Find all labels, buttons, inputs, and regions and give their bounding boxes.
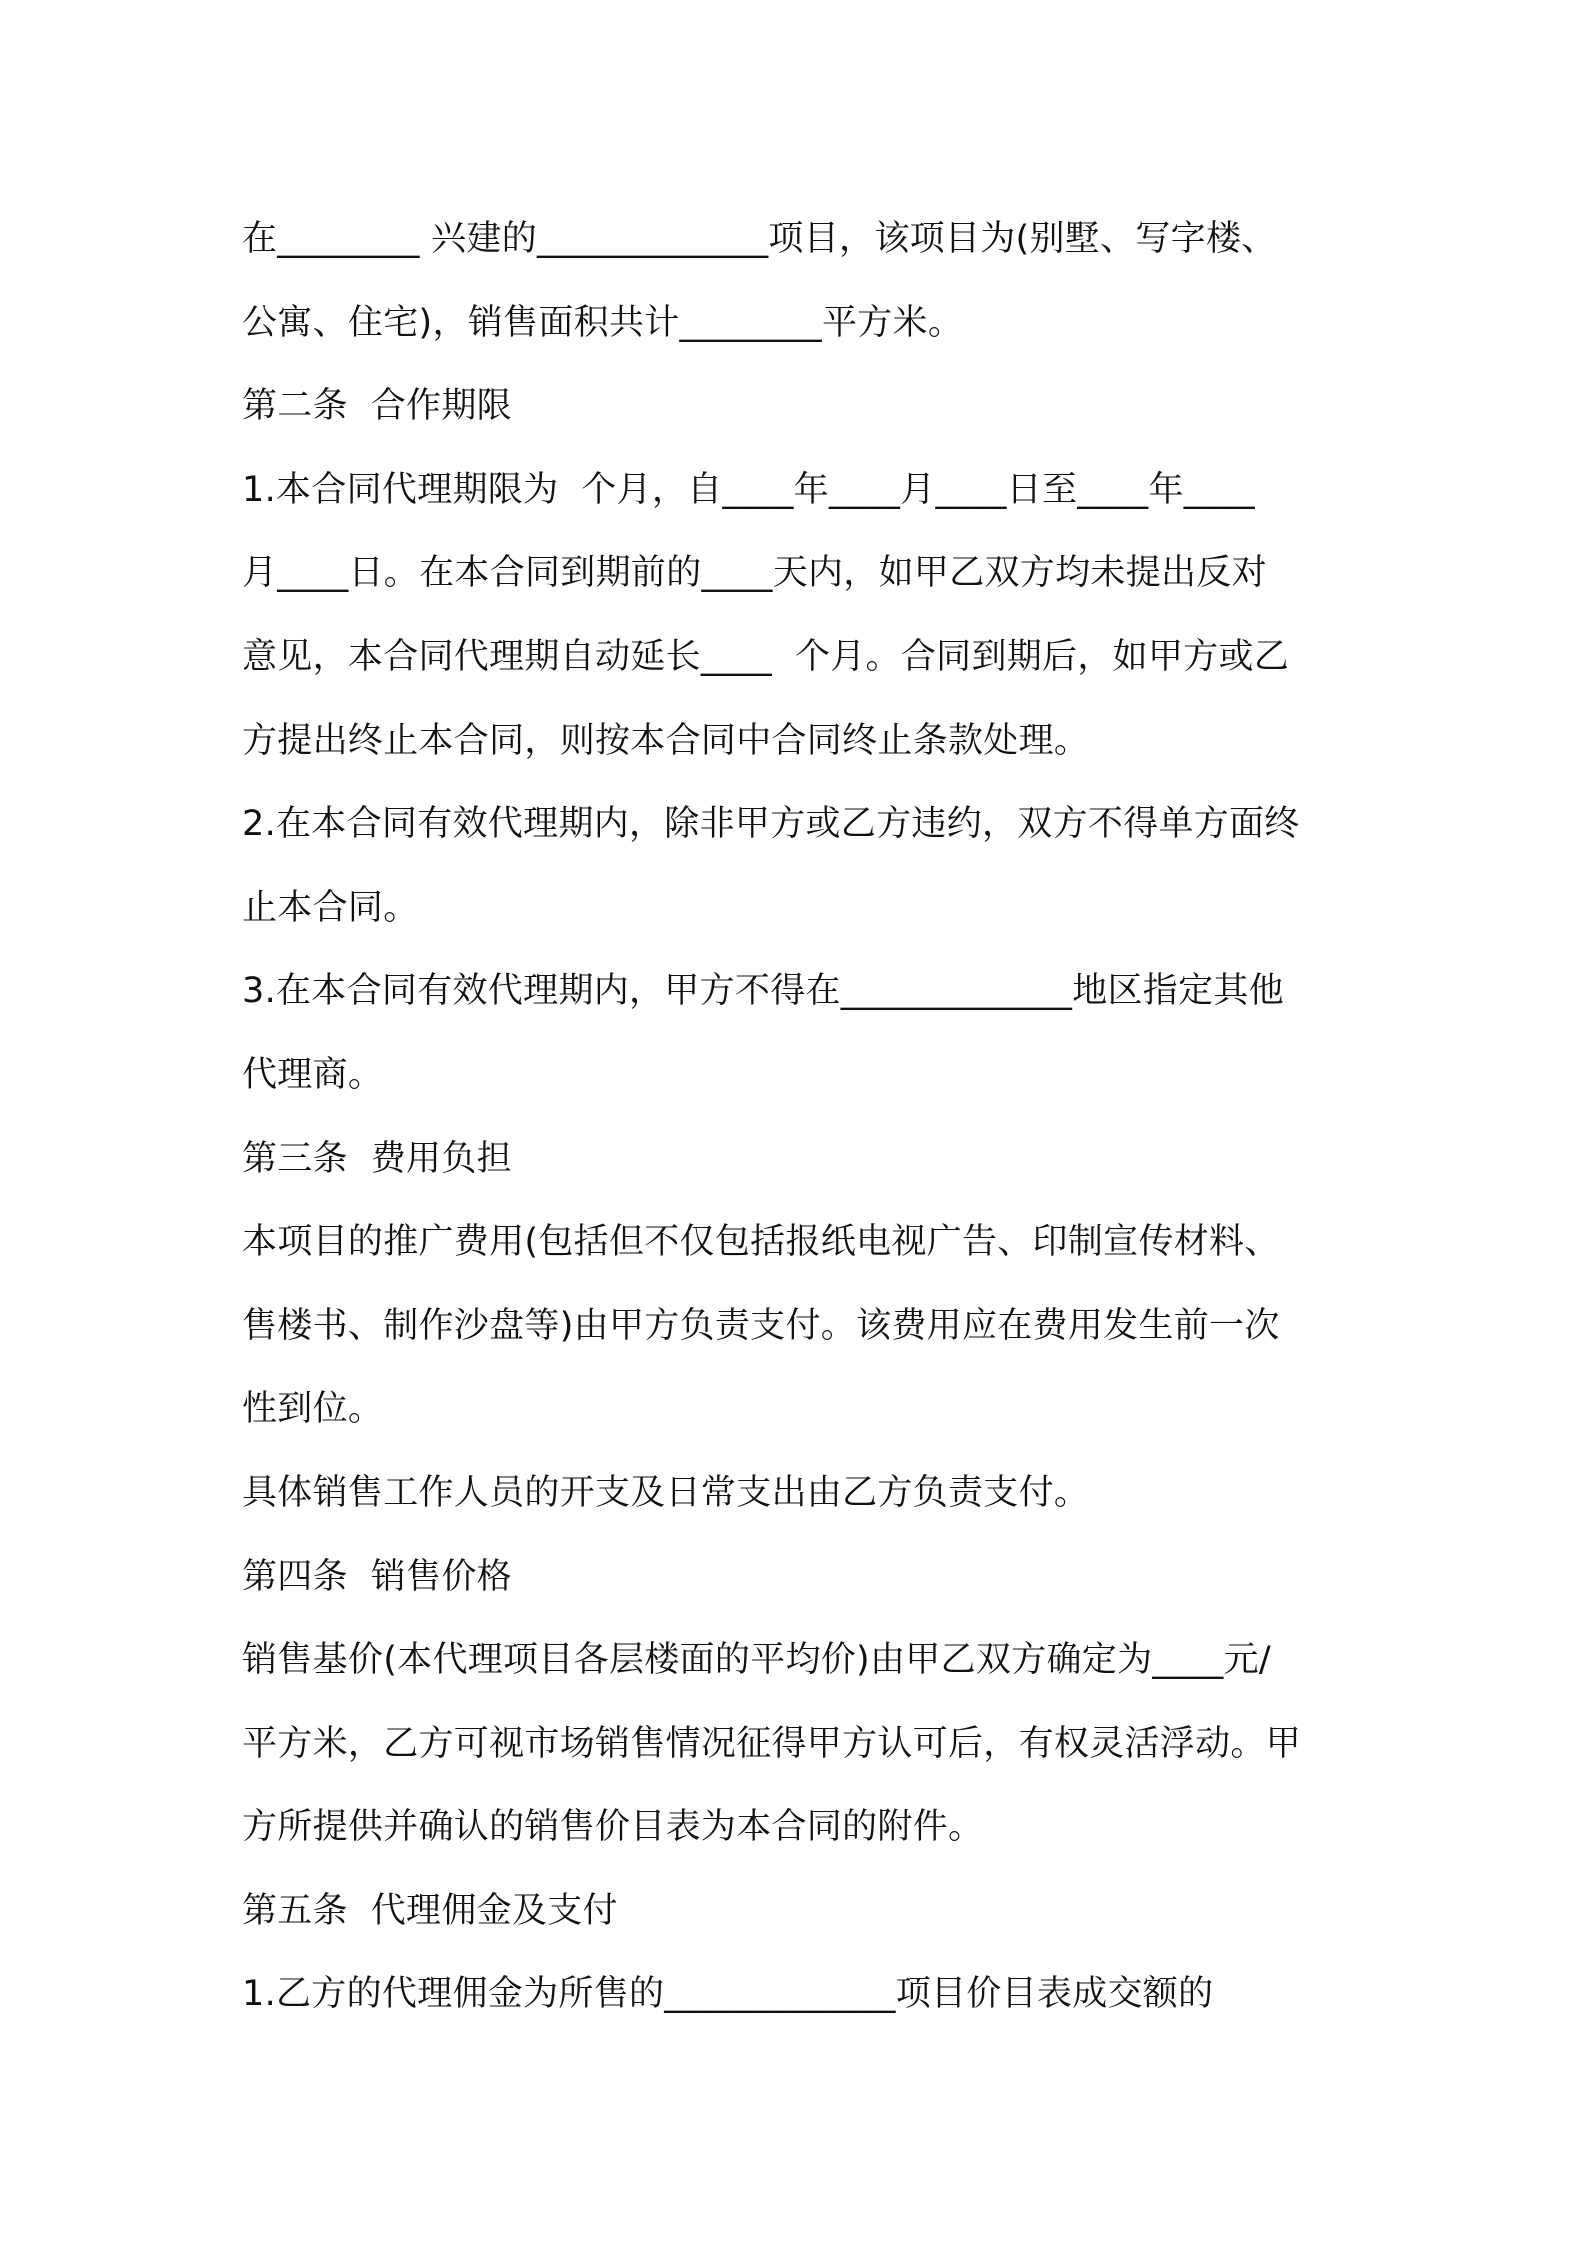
- section-heading: 第二条 合作期限: [242, 386, 512, 427]
- text-line: 意见，本合同代理期自动延长____ 个月。合同到期后，如甲方或乙: [242, 636, 1290, 677]
- text-line: 止本合同。: [242, 887, 419, 928]
- text-line: 1.乙方的代理佣金为所售的_____________项目价目表成交额的: [242, 1974, 1214, 2015]
- text-line: 售楼书、制作沙盘等)由甲方负责支付。该费用应在费用发生前一次: [242, 1305, 1280, 1346]
- text-line: 2.在本合同有效代理期内，除非甲方或乙方违约，双方不得单方面终: [242, 804, 1300, 845]
- text-line: 本项目的推广费用(包括但不仅包括报纸电视广告、印制宣传材料、: [242, 1222, 1280, 1263]
- text-line: 方所提供并确认的销售价目表为本合同的附件。: [242, 1807, 984, 1848]
- text-line: 性到位。: [242, 1389, 384, 1430]
- text-line: 销售基价(本代理项目各层楼面的平均价)由甲乙双方确定为____元/: [242, 1640, 1272, 1681]
- text-line: 在________ 兴建的_____________项目，该项目为(别墅、写字楼、: [242, 219, 1277, 259]
- text-line: 公寓、住宅)，销售面积共计________平方米。: [242, 302, 964, 343]
- text-line: 代理商。: [242, 1054, 384, 1095]
- text-line: 具体销售工作人员的开支及日常支出由乙方负责支付。: [242, 1472, 1090, 1513]
- text-line: 平方米，乙方可视市场销售情况征得甲方认可后，有权灵活浮动。甲: [242, 1723, 1302, 1764]
- section-heading: 第四条 销售价格: [242, 1556, 512, 1597]
- text-line: 3.在本合同有效代理期内，甲方不得在_____________地区指定其他: [242, 971, 1284, 1012]
- text-line: 月____日。在本合同到期前的____天内，如甲乙双方均未提出反对: [242, 553, 1267, 594]
- text-line: 1.本合同代理期限为 个月，自____年____月____日至____年____: [242, 469, 1255, 510]
- text-line: 方提出终止本合同，则按本合同中合同终止条款处理。: [242, 720, 1090, 761]
- section-heading: 第三条 费用负担: [242, 1138, 512, 1179]
- section-heading: 第五条 代理佣金及支付: [242, 1890, 618, 1931]
